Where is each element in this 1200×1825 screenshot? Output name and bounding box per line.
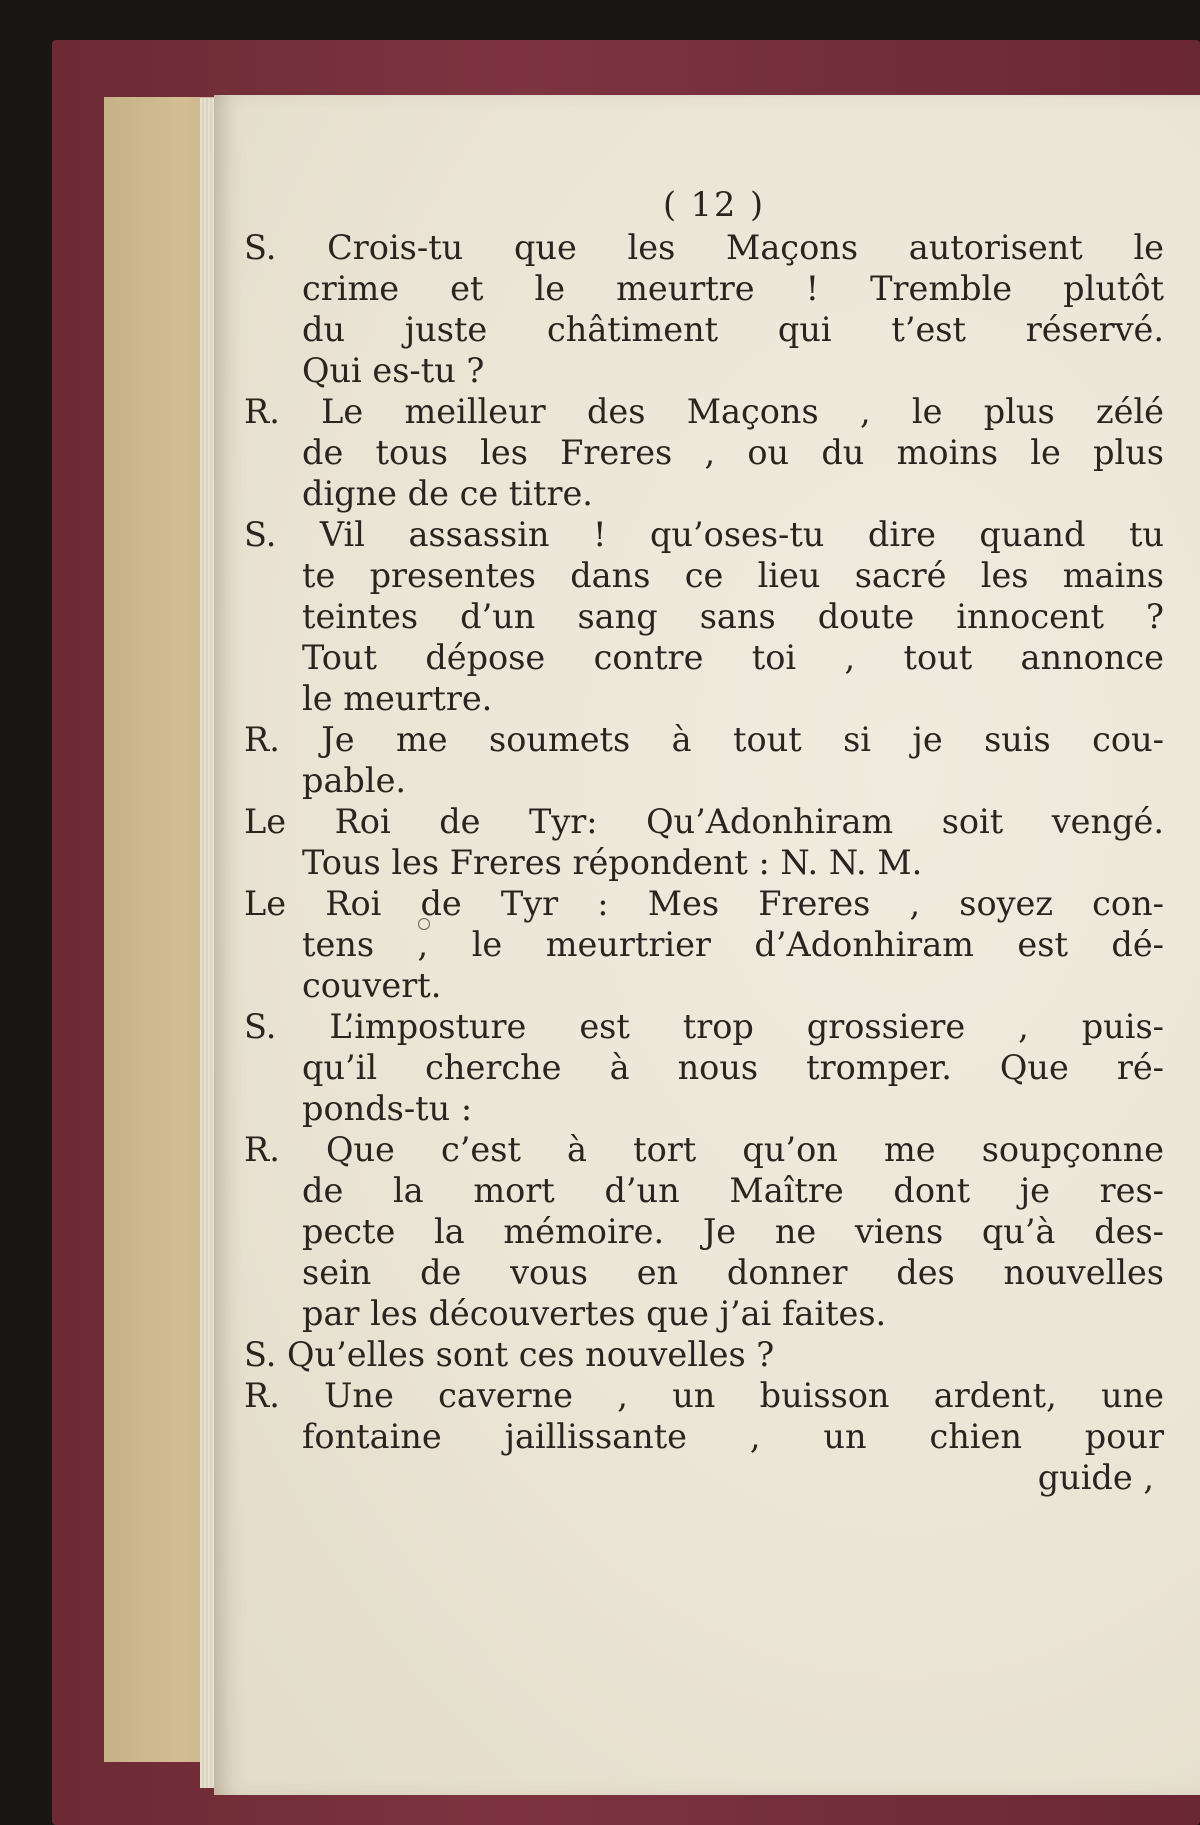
text-line: crime et le meurtre ! Tremble plutôt [302,269,1164,308]
text-line: couvert. [302,966,442,1005]
text-line: R. Une caverne , un buisson ardent, une [244,1376,1164,1415]
page-number: ( 12 ) [662,185,766,224]
text-line: S. Crois-tu que les Maçons autorisent le [244,228,1164,267]
text-line: pecte la mémoire. Je ne viens qu’à des- [302,1212,1164,1251]
text-line: pable. [302,761,407,800]
catchword: guide , [1037,1458,1154,1497]
text-line: de tous les Freres , ou du moins le plus [302,433,1164,472]
text-line: digne de ce titre. [302,474,593,513]
page-text [244,184,1164,1498]
text-line: sein de vous en donner des nouvelles [302,1253,1164,1292]
text-line: du juste châtiment qui t’est réservé. [302,310,1164,349]
text-line: par les découvertes que j’ai faites. [302,1294,887,1333]
text-line: S. Qu’elles sont ces nouvelles ? [244,1335,775,1374]
text-line: teintes d’un sang sans doute innocent ? [302,597,1164,636]
text-line: Tous les Freres répondent : N. N. M. [302,843,923,882]
text-line: R. Que c’est à tort qu’on me soupçonne [244,1130,1164,1169]
text-line: R. Je me soumets à tout si je suis cou- [244,720,1164,759]
text-line: S. Vil assassin ! qu’oses-tu dire quand tu [244,515,1164,554]
text-line: Tout dépose contre toi , tout annonce [302,638,1164,677]
text-line: S. L’imposture est trop grossiere , puis- [244,1007,1164,1046]
text-line: Qui es-tu ? [302,351,485,390]
text-line: tens , le meurtrier d’Adonhiram est dé- [302,925,1164,964]
text-line: te presentes dans ce lieu sacré les mains [302,556,1164,595]
text-line: Le Roi de Tyr : Mes Freres , soyez con- [244,884,1164,923]
text-line: ponds-tu : [302,1089,473,1128]
text-line: qu’il cherche à nous tromper. Que ré- [302,1048,1164,1087]
text-line: Le Roi de Tyr: Qu’Adonhiram soit vengé. [244,802,1164,841]
text-line: de la mort d’un Maître dont je res- [302,1171,1164,1210]
text-line: le meurtre. [302,679,493,718]
text-lines [244,227,1164,1457]
text-line: fontaine jaillissante , un chien pour [302,1417,1164,1456]
text-line: R. Le meilleur des Maçons , le plus zélé [244,392,1164,431]
